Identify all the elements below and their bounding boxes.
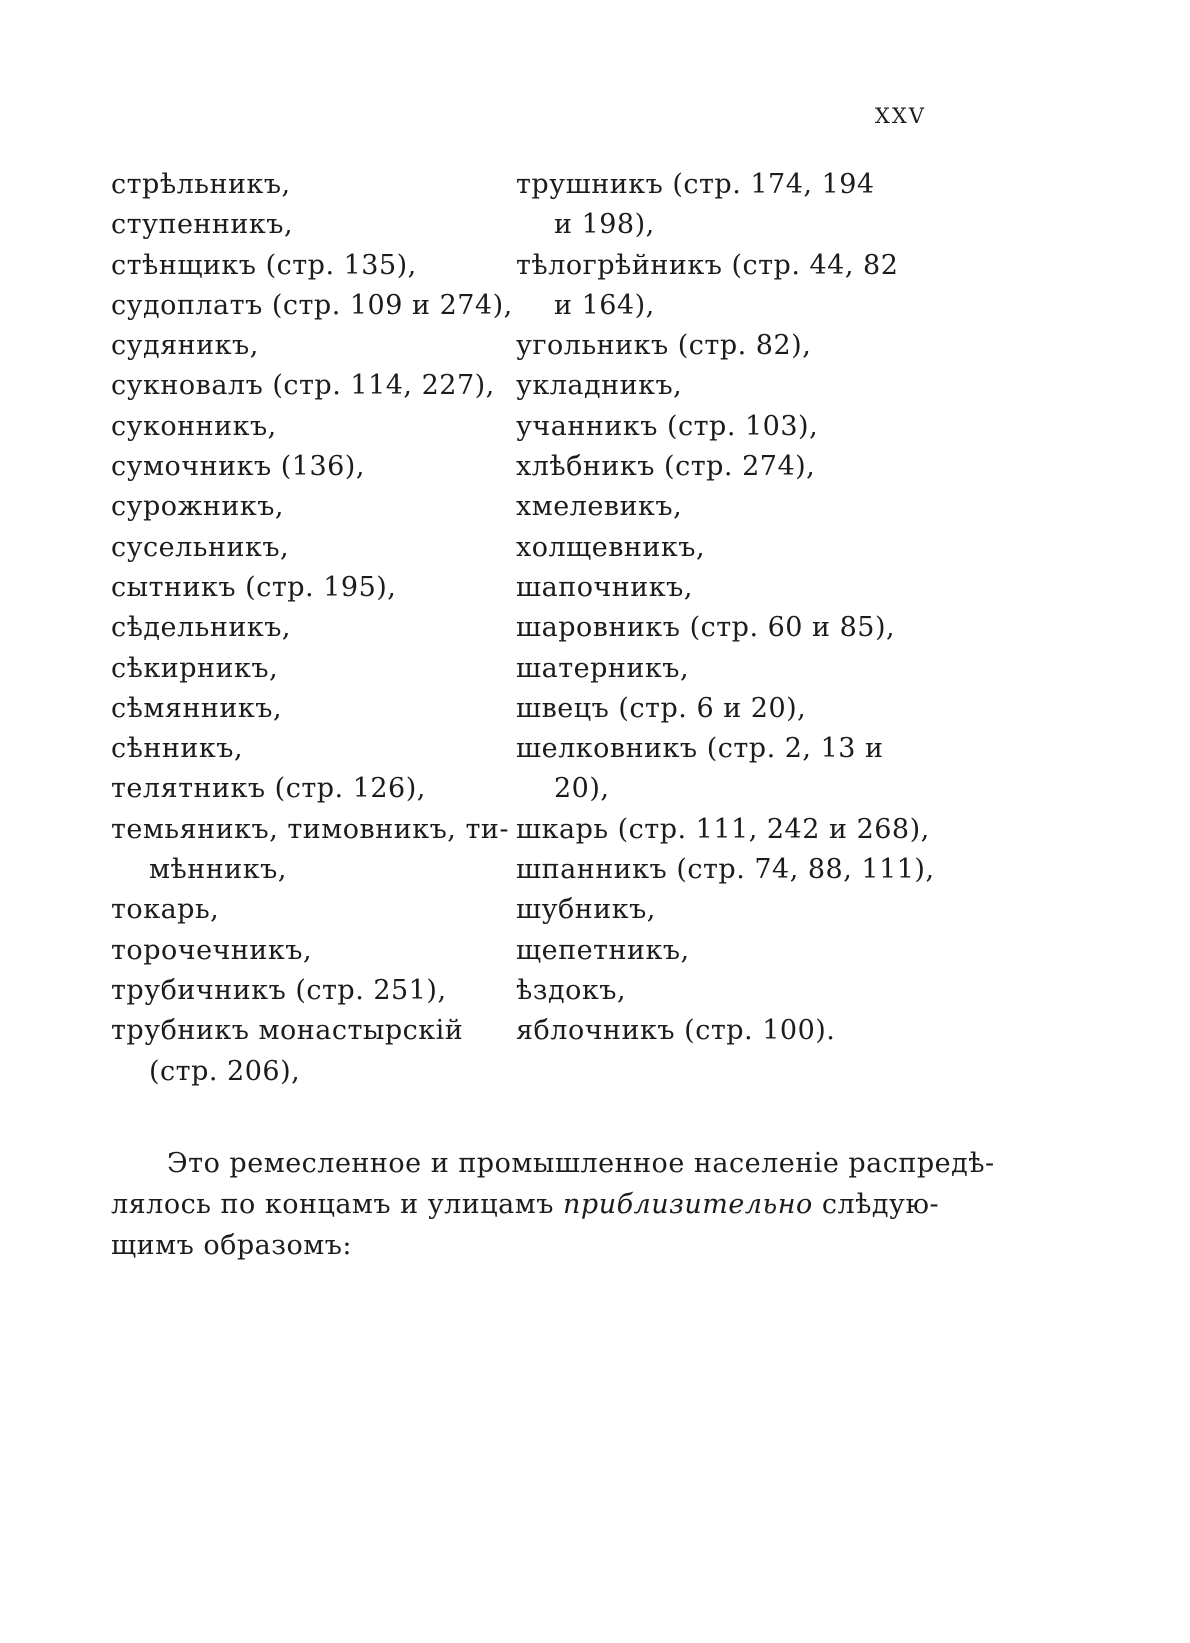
list-item-text: трубникъ монастырскій [111,1015,464,1047]
list-item-text: шелковникъ (стр. 2, 13 и [516,733,884,765]
list-item-text: сѣмянникъ, [111,692,283,724]
list-item-text: хлѣбникъ (стр. 274), [516,451,816,483]
list-item [516,366,935,406]
paragraph-line: щимъ образомъ: [111,1230,353,1261]
list-item-text: сѣдельникъ, [111,612,291,644]
list-item-text: сѣнникъ, [111,733,244,765]
list-item-text: суконникъ, [111,410,277,442]
list-item-text: угольникъ (стр. 82), [516,330,812,362]
list-item-text: сурожникъ, [111,491,285,523]
list-item-text: шатерникъ, [516,652,690,684]
list-item-text: шубникъ, [516,894,656,926]
body-paragraph [111,1143,995,1266]
list-item-text: шкарь (стр. 111, 242 и 268), [516,813,930,845]
list-item-text: судоплатъ (стр. 109 и 274), [111,289,513,321]
list-item [516,165,935,246]
list-item [111,286,513,326]
list-item-text: швецъ (стр. 6 и 20), [516,692,807,724]
list-item [111,649,513,689]
list-item-continuation: мѣнникъ, [149,854,287,886]
list-item-text: ѣздокъ, [516,974,627,1006]
list-item-text: шаровникъ (стр. 60 и 85), [516,612,896,644]
list-item-continuation: (стр. 206), [149,1055,301,1087]
list-item-continuation: и 198), [554,209,655,241]
list-item-text: тѣлогрѣйникъ (стр. 44, 82 [516,249,899,281]
list-item [516,931,935,971]
list-item [516,447,935,487]
list-item [111,689,513,729]
list-item [516,246,935,327]
list-item [111,326,513,366]
paragraph-text: слѣдую- [821,1189,940,1220]
list-item-text: холщевникъ, [516,531,706,563]
list-item-text: сѣкирникъ, [111,652,279,684]
list-item-text: сукновалъ (стр. 114, 227), [111,370,495,402]
list-item-text: сытникъ (стр. 195), [111,571,397,603]
list-item [111,487,513,527]
list-item [111,568,513,608]
list-item [516,971,935,1011]
paragraph-text: лялось по концамъ и улицамъ [111,1189,554,1220]
list-item-text: токарь, [111,894,220,926]
paragraph-line: Это ремесленное и промышленное населеніе распредѣ- [167,1148,995,1179]
list-item [516,528,935,568]
list-item [111,246,513,286]
list-item [111,608,513,648]
list-item-continuation: 20), [554,773,610,805]
list-item [516,689,935,729]
paragraph-line [111,1184,940,1225]
list-item-text: трушникъ (стр. 174, 194 [516,169,875,200]
list-item [111,890,513,930]
list-item-text: ступенникъ, [111,209,294,241]
list-item-text: телятникъ (стр. 126), [111,773,426,805]
list-item-text: сумочникъ (136), [111,451,365,483]
list-item [111,729,513,769]
list-item-text: шапочникъ, [516,571,693,603]
list-item [516,407,935,447]
list-item [111,165,513,205]
list-item [111,769,513,809]
page-number: XXV [874,104,926,128]
list-item [516,568,935,608]
list-item-text: хмелевикъ, [516,491,683,523]
right-column-list [516,165,935,1052]
list-item [111,971,513,1011]
paragraph-emphasis: приблизительно [563,1189,813,1220]
list-item [111,528,513,568]
left-column-list [111,165,513,1092]
list-item-continuation: и 164), [554,289,655,321]
list-item-text: стрѣльникъ, [111,169,291,200]
list-item-text: судяникъ, [111,330,259,362]
list-item-text: яблочникъ (стр. 100). [516,1015,836,1047]
list-item-text: сусельникъ, [111,531,290,563]
list-item-text: щепетникъ, [516,934,690,966]
list-item [516,326,935,366]
list-item [516,1011,935,1051]
list-item-text: учанникъ (стр. 103), [516,410,819,442]
list-item [111,447,513,487]
list-item [111,1011,513,1092]
list-item [516,487,935,527]
list-item [516,649,935,689]
list-item [516,810,935,850]
list-item [111,366,513,406]
list-item [111,931,513,971]
list-item-text: шпанникъ (стр. 74, 88, 111), [516,854,935,886]
list-item [111,205,513,245]
list-item [516,890,935,930]
list-item [111,407,513,447]
list-item [516,850,935,890]
list-item-text: укладникъ, [516,370,683,402]
list-item-text: торочечникъ, [111,934,313,966]
list-item [111,810,513,891]
list-item-text: стѣнщикъ (стр. 135), [111,249,417,281]
list-item-text: трубичникъ (стр. 251), [111,974,447,1006]
list-item [516,608,935,648]
list-item-text: темьяникъ, тимовникъ, ти- [111,813,510,845]
list-item [516,729,935,810]
